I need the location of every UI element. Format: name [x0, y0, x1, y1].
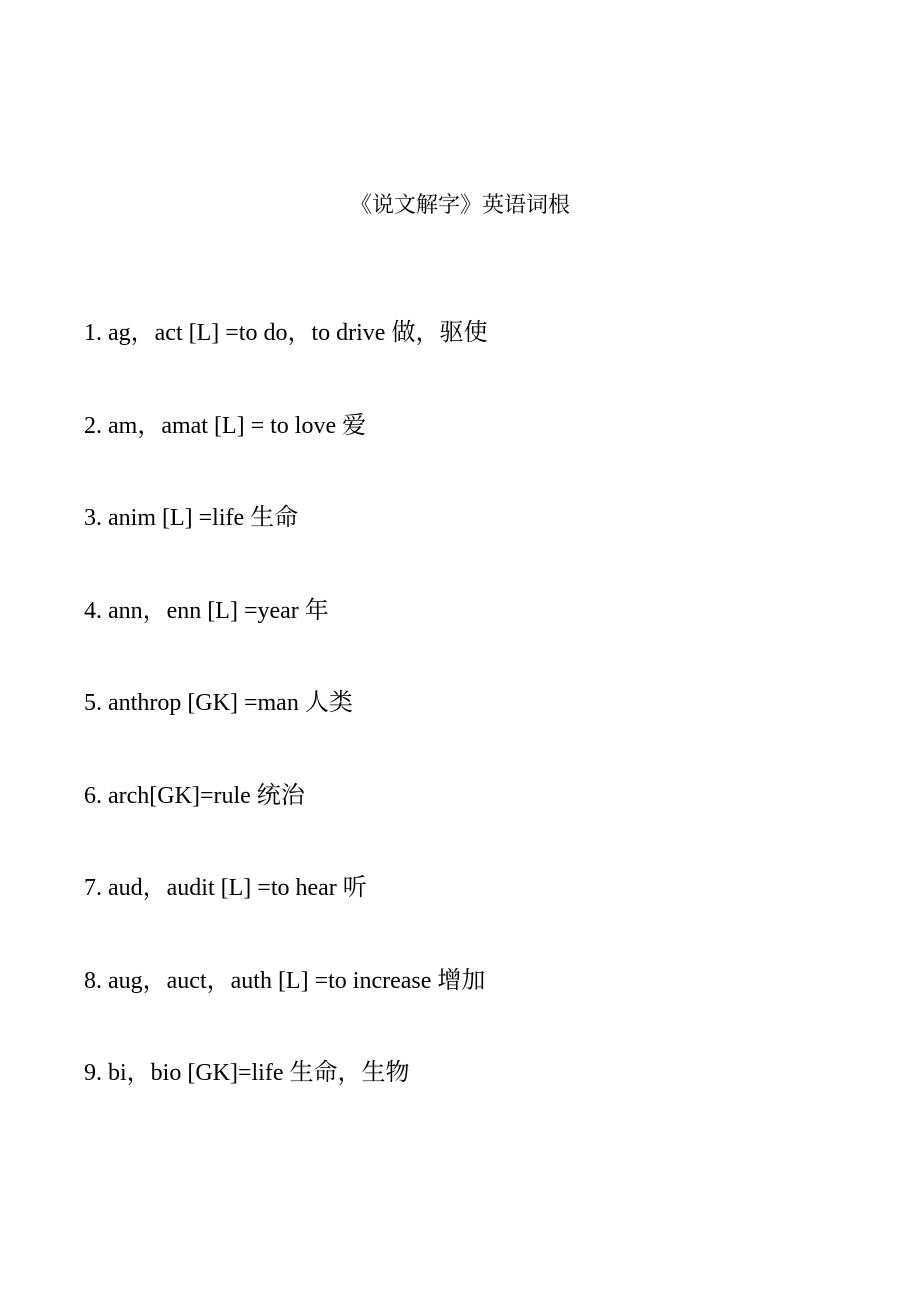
word-root-entry-4: 4. ann，enn [L] =year 年: [84, 597, 329, 624]
word-root-entry-7: 7. aud，audit [L] =to hear 听: [84, 875, 367, 901]
document-title: 《说文解字》英语词根: [349, 192, 570, 217]
word-root-entry-6: 6. arch[GK]=rule 统治: [84, 782, 305, 809]
word-root-entry-8: 8. aug，auct，auth [L] =to increase 增加: [84, 967, 486, 994]
word-root-list: [84, 318, 487, 1088]
word-root-entry-3: 3. anim [L] =life 生命: [84, 505, 299, 531]
word-root-entry-1: 1. ag，act [L] =to do，to drive 做，驱使: [84, 320, 488, 346]
word-root-entry-9: 9. bi，bio [GK]=life 生命，生物: [84, 1060, 410, 1086]
word-root-entry-5: 5. anthrop [GK] =man 人类: [84, 690, 353, 716]
word-root-entry-2: 2. am，amat [L] = to love 爱: [84, 412, 367, 439]
